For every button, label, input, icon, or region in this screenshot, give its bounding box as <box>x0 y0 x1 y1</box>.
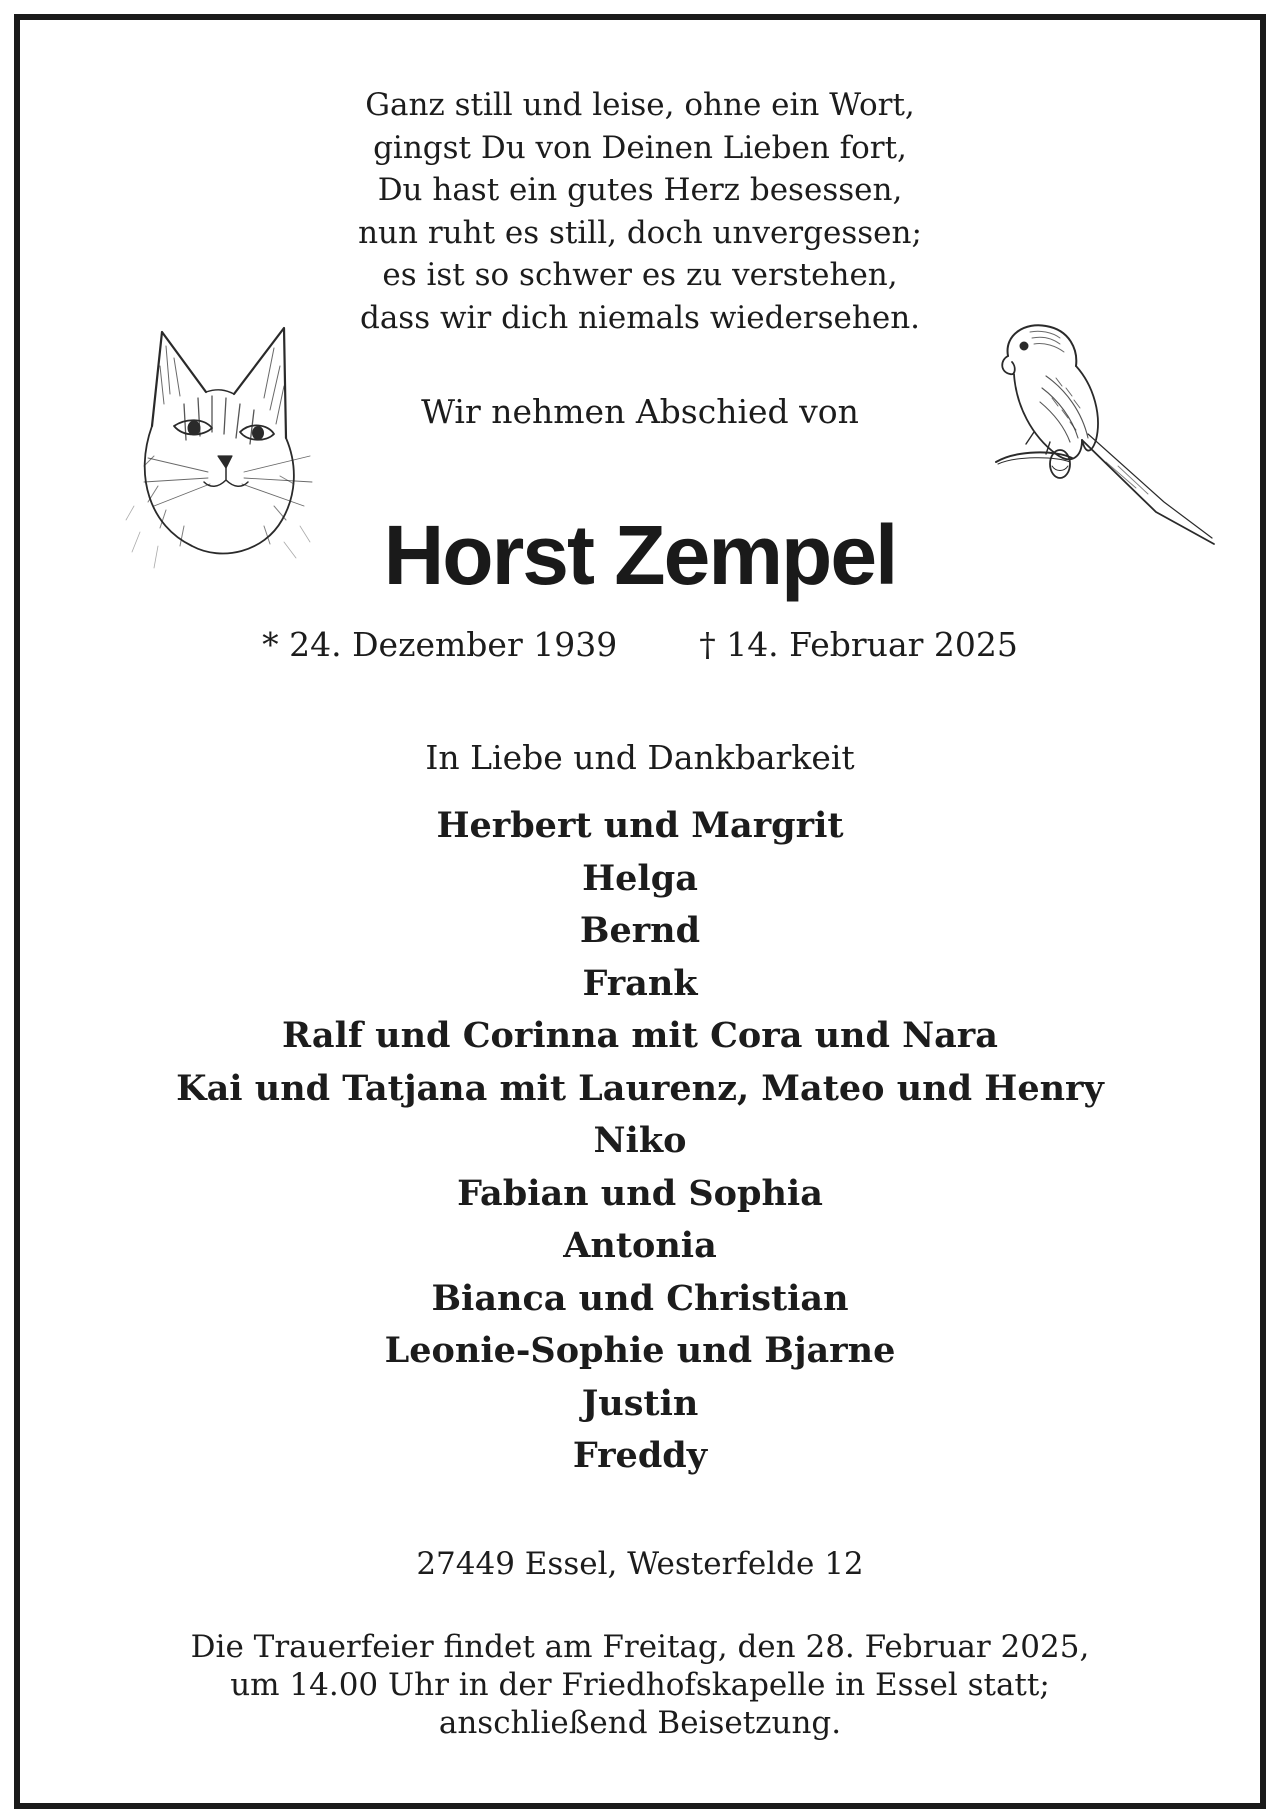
mourner-item: Ralf und Corinna mit Cora und Nara <box>282 1015 998 1056</box>
poem-line-2: gingst Du von Deinen Lieben fort, <box>373 129 907 166</box>
birth-date: * 24. Dezember 1939 <box>262 625 618 664</box>
service-info <box>20 1628 1260 1742</box>
mourner-item: Antonia <box>563 1225 717 1266</box>
deceased-name: Horst Zempel <box>383 508 897 602</box>
mourner-item: Bianca und Christian <box>431 1277 849 1319</box>
mourner-item: Bernd <box>579 910 701 951</box>
mourner-item: Justin <box>581 1382 699 1424</box>
mourner-item: Freddy <box>572 1435 708 1476</box>
mourner-item: Frank <box>582 962 698 1004</box>
poem-line-1: Ganz still und leise, ohne ein Wort, <box>365 87 915 123</box>
mourner-item: Kai und Tatjana mit Laurenz, Mateo und Henry <box>176 1067 1104 1109</box>
service-line-3: anschließend Beisetzung. <box>438 1705 842 1741</box>
gratitude-line: In Liebe und Dankbarkeit <box>425 738 855 777</box>
poem-line-3: Du hast ein gutes Herz besessen, <box>377 172 903 208</box>
farewell-intro: Wir nehmen Abschied von <box>421 392 859 431</box>
obituary-notice <box>14 14 1266 1809</box>
mourner-item: Herbert und Margrit <box>436 805 844 846</box>
mourner-item: Fabian und Sophia <box>457 1172 823 1214</box>
mourner-item: Niko <box>593 1120 687 1161</box>
service-line-1: Die Trauerfeier findet am Freitag, den 28. Februar 2025, <box>190 1629 1090 1665</box>
address: 27449 Essel, Westerfelde 12 <box>416 1546 864 1582</box>
life-dates <box>20 623 1260 667</box>
mourner-item: Helga <box>582 857 698 899</box>
poem-line-4: nun ruht es still, doch unvergessen; <box>358 214 922 251</box>
death-date: † 14. Februar 2025 <box>699 625 1018 664</box>
poem-line-5: es ist so schwer es zu verstehen, <box>382 257 898 293</box>
poem-line-6: dass wir dich niemals wiedersehen. <box>359 299 921 336</box>
mourners-list <box>20 800 1260 1483</box>
service-line-2: um 14.00 Uhr in der Friedhofskapelle in Essel statt; <box>230 1667 1050 1703</box>
mourner-item: Leonie-Sophie und Bjarne <box>384 1330 896 1371</box>
poem <box>20 84 1260 339</box>
